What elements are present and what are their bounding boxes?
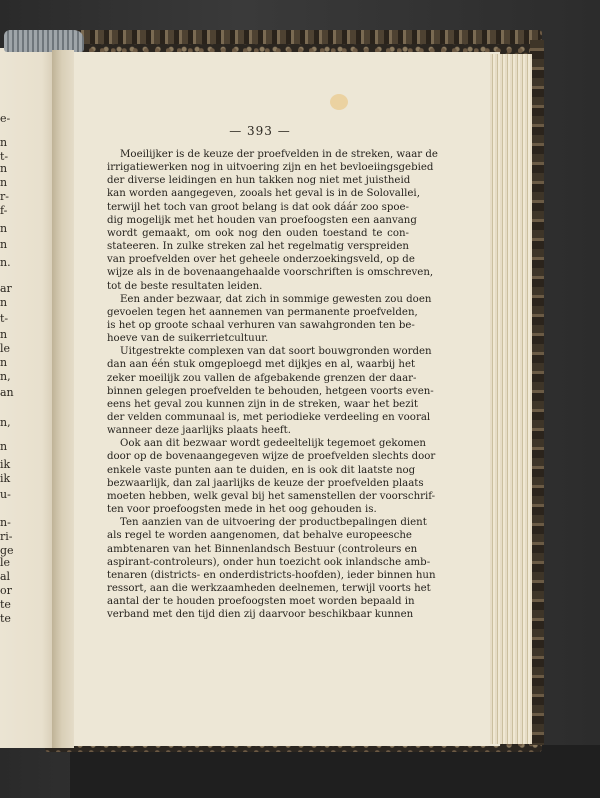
left-page-text-fragment: u- xyxy=(0,488,11,501)
left-page-text-fragment: ik xyxy=(0,472,11,485)
marbled-cover-edge xyxy=(70,30,540,44)
text-line: Ook aan dit bezwaar wordt gedeeltelijk tegemoet gekomen xyxy=(120,438,426,450)
left-page-text-fragment: al xyxy=(0,570,11,583)
text-line: bezwaarlijk, dan zal jaarlijks de keuze der proefvelden plaats xyxy=(107,477,424,489)
left-page-text-fragment: n xyxy=(0,222,8,235)
text-line: stateeren. In zulke streken zal het regelmatig verspreiden xyxy=(107,241,409,253)
text-line: dig mogelijk met het houden van proefoogsten een aanvang xyxy=(107,214,417,226)
paper-stain xyxy=(330,94,348,110)
text-line: Moeilijker is de keuze der proefvelden in de streken, waar de xyxy=(120,149,438,160)
table-surface xyxy=(70,745,600,798)
left-page-text-fragment: le xyxy=(0,556,11,569)
text-line: moeten hebben, welk geval bij het samenstellen der voorschrif- xyxy=(107,490,436,502)
text-line: ten voor proefoogsten mede in het oog gehouden is. xyxy=(107,504,377,516)
left-page-text-fragment: n xyxy=(0,296,8,309)
text-line: binnen gelegen proefvelden te behouden, hetgeen voorts even- xyxy=(107,385,434,397)
text-line: van proefvelden over het geheele onderzoekingsveld, op de xyxy=(107,254,415,266)
text-line: der velden communaal is, met periodieke verdeeling en vooral xyxy=(107,412,431,423)
left-page-text-fragment: te xyxy=(0,612,11,625)
text-line: terwijl het toch van groot belang is dat ook dáár zoo spoe- xyxy=(107,201,409,213)
left-page-text-fragment: te xyxy=(0,598,11,611)
left-page-text-fragment: le xyxy=(0,342,11,355)
text-line: der diverse leidingen en hun takken nog niet met juistheid xyxy=(107,175,411,187)
left-page-text-fragment: ge xyxy=(0,544,14,557)
text-line: aspirant-controleurs), onder hun toezicht ook inlandsche amb- xyxy=(107,556,431,568)
left-page-text-fragment: n- xyxy=(0,516,11,529)
left-page-text-fragment: ik xyxy=(0,458,11,471)
text-line: dan aan één stuk omgeploegd met dijkjes en al, waarbij het xyxy=(107,359,416,371)
left-page-text-fragment: n xyxy=(0,176,8,189)
page-edges xyxy=(490,54,532,744)
text-line: verband met den tijd dien zij daarvoor beschikbaar kunnen xyxy=(107,609,414,621)
text-line: wordt gemaakt, om ook nog den ouden toestand te con- xyxy=(107,227,409,239)
marbled-board-edge xyxy=(530,40,544,745)
text-line: aantal der te houden proefoogsten moet worden bepaald in xyxy=(107,596,415,608)
text-line: irrigatiewerken nog in uitvoering zijn en het bevloeiingsgebied xyxy=(107,162,434,174)
text-line: wijze als in de bovenaangehaalde voorschriften is omschreven, xyxy=(107,267,434,279)
left-page xyxy=(0,48,60,748)
text-line: is het op groote schaal verhuren van sawahgronden ten be- xyxy=(107,320,415,331)
page-gutter xyxy=(52,50,74,748)
left-page-text-fragment: t- xyxy=(0,312,9,325)
text-line: Uitgestrekte complexen van dat soort bouwgronden worden xyxy=(120,346,432,358)
text-line: eens het geval zou kunnen zijn in de streken, waar het bezit xyxy=(107,398,418,410)
left-page-text-fragment: n xyxy=(0,440,8,453)
left-page-text-fragment: ri- xyxy=(0,530,13,543)
left-page-text-fragment: r- xyxy=(0,190,9,203)
text-line: als regel te worden aangenomen, dat behalve europeesche xyxy=(107,530,412,542)
text-line: tot de beste resultaten leiden. xyxy=(107,280,263,292)
bookmark-ribbon xyxy=(4,30,84,52)
text-line: tenaren (districts- en onderdistricts-hoofden), ieder binnen hun xyxy=(107,569,436,581)
left-page-text-fragment: n, xyxy=(0,370,11,383)
left-page-text-fragment: n xyxy=(0,356,8,369)
left-page-text-fragment: n xyxy=(0,238,8,251)
text-line: door op de bovenaangegeven wijze de proefvelden slechts door xyxy=(107,451,436,463)
text-line: zeker moeilijk zou vallen de afgebakende grenzen der daar- xyxy=(107,372,417,384)
text-line: hoeve van de suikerrietcultuur. xyxy=(107,333,269,345)
text-line: ressort, aan die werkzaamheden deelnemen, terwijl voorts het xyxy=(107,583,431,594)
left-page-text-fragment: or xyxy=(0,584,12,597)
text-line: wanneer deze jaarlijks plaats heeft. xyxy=(107,425,291,437)
left-page-text-fragment: n xyxy=(0,136,8,149)
left-page-text-fragment: n. xyxy=(0,256,11,269)
text-line: gevoelen tegen het aannemen van permanente proefvelden, xyxy=(107,306,418,318)
text-line: Ten aanzien van de uitvoering der productbepalingen dient xyxy=(120,517,427,529)
text-line: ambtenaren van het Binnenlandsch Bestuur (controleurs en xyxy=(107,543,418,555)
left-page-text-fragment: n, xyxy=(0,416,11,429)
left-page-text-fragment: ar xyxy=(0,282,12,295)
text-line: kan worden aangegeven, zooals het geval is in de Solovallei, xyxy=(107,188,420,200)
text-line: Een ander bezwaar, dat zich in sommige gewesten zou doen xyxy=(120,293,432,305)
left-page-text-fragment: n xyxy=(0,328,8,341)
left-page-text-fragment: an xyxy=(0,386,14,399)
left-page-text-fragment: e- xyxy=(0,112,11,125)
left-page-text-fragment: t- xyxy=(0,150,9,163)
left-page-text-fragment: f- xyxy=(0,204,8,217)
text-line: enkele vaste punten aan te duiden, en is ook dit laatste nog xyxy=(107,464,416,476)
left-page-text-fragment: n xyxy=(0,162,8,175)
page-number: — 393 — xyxy=(229,124,291,138)
